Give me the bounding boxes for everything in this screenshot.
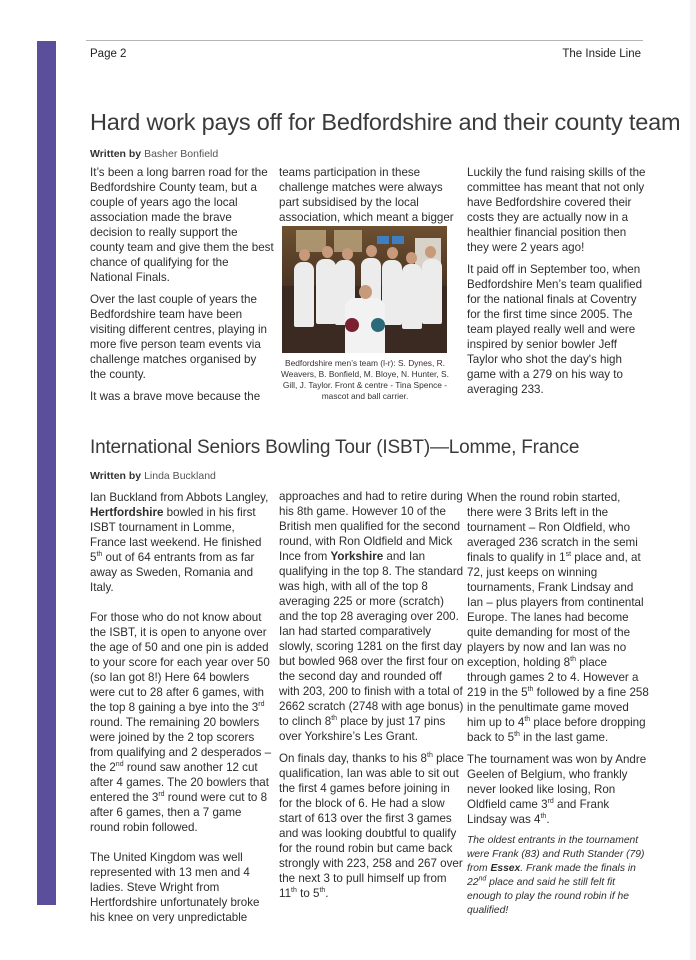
article1-title: Hard work pays off for Bedfordshire and their county team — [90, 109, 681, 135]
page-edge — [690, 0, 696, 960]
italic-note: The oldest entrants in the tournament were Frank (83) and Ruth Stander (79) from Essex. Frank made the finals in 22nd place and said he still felt fit enough to play the round robin if he qualified! — [467, 835, 645, 916]
article2-column-1 — [90, 490, 274, 940]
header-rule — [86, 40, 643, 41]
article2-column-3 — [467, 490, 649, 925]
paragraph: The tournament was won by Andre Geelen of Belgium, who frankly never looked like losing, Ron Oldfield came 3rd and Frank Lindsay was 4th. — [467, 753, 647, 826]
paragraph: The United Kingdom was well represented with 13 men and 4 ladies. Steve Wright from Hertfordshire unfortunately broke his knee on very unpredictable — [90, 851, 260, 924]
paragraph: It’s been a long barren road for the Bedfordshire County team, but a couple of years ago the local association made the brave decision to really support the county team and give them the best chance of qualifying for the National Finals. — [90, 166, 274, 284]
accent-sidebar-bar — [37, 41, 56, 905]
article1-column-3 — [467, 165, 647, 404]
paragraph: teams participation in these challenge matches were always part subsidised by the local association, which meant a bigger — [279, 166, 454, 224]
team-photo — [282, 226, 447, 353]
article2-column-2 — [279, 489, 464, 908]
article1-byline — [90, 148, 218, 160]
paragraph: It paid off in September too, when Bedfordshire Men’s team qualified for the national finals at Coventry for the first time since 2005. The team played really well and were inspired by senior bowler Jeff Taylor who shot the day's high game with a 279 on his way to averaging 233. — [467, 263, 643, 396]
article2-title: International Seniors Bowling Tour (ISBT)—Lomme, France — [90, 437, 580, 458]
paragraph: On finals day, thanks to his 8th place qualification, Ian was able to sit out the first 4 games before joining in for the block of 6. He had a slow start of 613 over the first 3 games and was looking doubtful to qualify for the round robin but came back strongly with 223, 258 and 267 over the next 3 to pull himself up from 11th to 5th. — [279, 752, 464, 900]
paragraph: Luckily the fund raising skills of the committee has meant that not only have Bedfordshire covered their costs they are actually now in a healthier financial position then they were 2 years ago! — [467, 166, 646, 254]
paragraph: Over the last couple of years the Bedfordshire team have been visiting different centres, playing in more five person team events via challenge matches organised by the county. — [90, 293, 268, 381]
article1-column-1 — [90, 165, 274, 411]
byline-label: Written by — [90, 470, 142, 482]
paragraph: For those who do not know about the ISBT, it is open to anyone over the age of 50 and one pin is added to your score for each year over 50 (so Ian got 8!) Here 64 bowlers were cut to 28 after 6 games, with the top 8 gaining a bye into the 3rd round. The remaining 20 bowlers were joined by the 2 top scorers from qualifying and 2 desperados – the 2nd round saw another 12 cut after 4 games. The 20 bowlers that entered the 3rd round were cut to 8 after 6 games, then a 7 game round robin followed. — [90, 611, 272, 834]
paragraph: When the round robin started, there were 3 Brits left in the tournament – Ron Oldfield, who averaged 236 scratch in the semi finals to qualify in 1st place and, at 72, just keeps on winning tournaments, Frank Lindsay and Ian – plus players from continental Europe. The lanes had become quite demanding for most of the players by now and Ian was no exception, holding 8th place through games 2 to 4. However a 219 in the 5th followed by a fine 258 in the penultimate game moved him up to 4th place before dropping back to 5th in the last game. — [467, 491, 649, 744]
paragraph: approaches and had to retire during his 8th game. However 10 of the British men qualified for the second round, with Ron Oldfield and Mick Ince from Yorkshire and Ian qualifying in the top 8. The standard was high, with all of the top 8 averaging 225 or more (scratch) and the top 28 averaging over 200. Ian had started comparatively slowly, scoring 1281 on the first day but bowled 968 over the first four on the second day and rounded off with 203, 200 to finish with a total of 2662 scratch (2748 with age bonus) to clinch 8th place by just 17 pins over Yorkshire’s Les Grant. — [279, 490, 464, 743]
article1-column-2 — [279, 165, 457, 232]
author-name: Linda Buckland — [144, 470, 216, 482]
page-number: Page 2 — [90, 48, 127, 60]
article2-byline — [90, 470, 216, 482]
paragraph: It was a brave move because the — [90, 390, 261, 403]
paragraph: Ian Buckland from Abbots Langley, Hertfordshire bowled in his first ISBT tournament in Lomme, France last weekend. He finished 5th out of 64 entrants from as far away as Sweden, Romania and Italy. — [90, 491, 269, 594]
publication-name: The Inside Line — [562, 48, 641, 60]
photo-caption: Bedfordshire men’s team (l-r): S. Dynes, R. Weavers, B. Bonfield, M. Bloye, N. Hunter, S. Gill, J. Taylor. Front & centre - Tina Spence - mascot and ball carrier. — [281, 358, 449, 401]
byline-label: Written by — [90, 148, 142, 160]
author-name: Basher Bonfield — [144, 148, 219, 160]
